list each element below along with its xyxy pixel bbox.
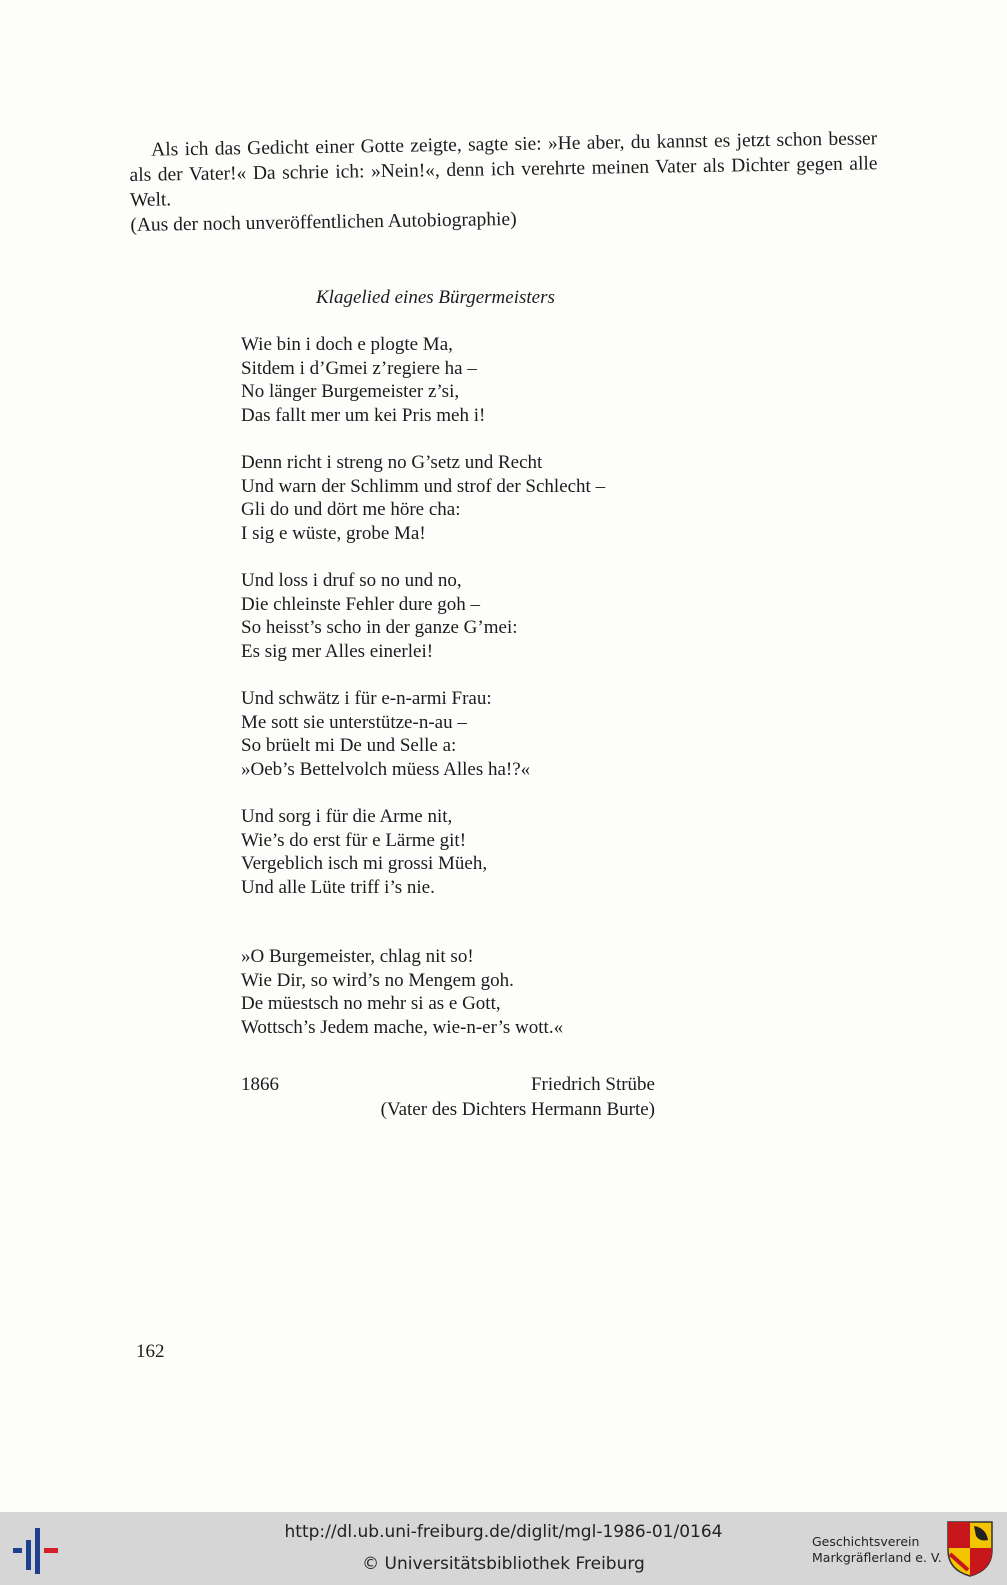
society-line: Markgräflerland e. V. <box>812 1550 942 1565</box>
coat-of-arms-icon <box>946 1520 994 1578</box>
stanza <box>241 945 671 1039</box>
poem-line: Vergeblich isch mi grossi Müeh, <box>241 853 488 874</box>
poem-line: Und schwätz i für e-n-armi Frau: <box>241 688 492 709</box>
poem-line: Me sott sie unterstütze-n-au – <box>241 711 467 733</box>
poem-line: Gli do und dört me höre cha: <box>241 499 461 520</box>
society-name <box>812 1534 942 1566</box>
poem-line: Wie Dir, so wird’s no Mengem goh. <box>241 969 514 991</box>
document-url[interactable]: http://dl.ub.uni-freiburg.de/diglit/mgl-1986-01/0164 <box>284 1522 723 1542</box>
stanza <box>241 805 671 899</box>
poem-line: Wottsch’s Jedem mache, wie-n-er’s wott.« <box>241 1016 564 1038</box>
poem-line: »Oeb’s Bettelvolch müess Alles ha!?« <box>241 758 531 780</box>
stanza <box>241 451 671 545</box>
poem-line: Und warn der Schlimm und strof der Schlecht – <box>241 475 606 497</box>
poem-line: Das fallt mer um kei Pris meh i! <box>241 404 486 426</box>
poem-line: I sig e wüste, grobe Ma! <box>241 522 426 544</box>
poem-line: »O Burgemeister, chlag nit so! <box>241 946 474 967</box>
poem-author: Friedrich Strübe <box>530 1074 655 1095</box>
poem-line: So brüelt mi De und Selle a: <box>241 735 457 756</box>
intro-text <box>129 126 878 238</box>
stanza <box>241 687 671 781</box>
poem-line: Denn richt i streng no G’setz und Recht <box>241 452 543 473</box>
poem-line: Und alle Lüte triff i’s nie. <box>241 876 435 898</box>
intro-paragraph: Als ich das Gedicht einer Gotte zeigte, sagte sie: »He aber, du kannst es jetzt schon besser als der Vater!« Da schrie ich: »Nein!«, denn ich verehrte meinen Vater als Dichter gegen alle Welt. <box>129 128 878 211</box>
poem-title: Klagelied eines Bürgermeisters <box>316 287 555 308</box>
intro-source: (Aus der noch unveröffentlichen Autobiographie) <box>130 208 517 236</box>
poem-line: No länger Burgemeister z’si, <box>241 381 460 402</box>
page-number: 162 <box>136 1341 165 1362</box>
poem-line: Die chleinste Fehler dure goh – <box>241 593 481 615</box>
poem <box>241 333 671 1063</box>
copyright-text: © Universitätsbibliothek Freiburg <box>362 1554 645 1574</box>
poem-line: Und sorg i für die Arme nit, <box>241 806 453 827</box>
poem-line: Sitdem i d’Gmei z’regiere ha – <box>241 357 477 379</box>
footer-bar <box>0 1512 1007 1585</box>
poem-line: Wie bin i doch e plogte Ma, <box>241 334 453 355</box>
poem-line: Und loss i druf so no und no, <box>241 570 462 591</box>
poem-year: 1866 <box>241 1074 279 1095</box>
poem-line: De müestsch no mehr si as e Gott, <box>241 993 501 1014</box>
poem-line: So heisst’s scho in der ganze G’mei: <box>241 617 518 638</box>
author-note: (Vater des Dichters Hermann Burte) <box>380 1099 655 1120</box>
society-line: Geschichtsverein <box>812 1534 920 1549</box>
stanza <box>241 569 671 663</box>
poem-line: Es sig mer Alles einerlei! <box>241 640 434 662</box>
poem-line: Wie’s do erst für e Lärme git! <box>241 829 467 851</box>
signature-block <box>241 1072 655 1122</box>
stanza <box>241 333 671 427</box>
